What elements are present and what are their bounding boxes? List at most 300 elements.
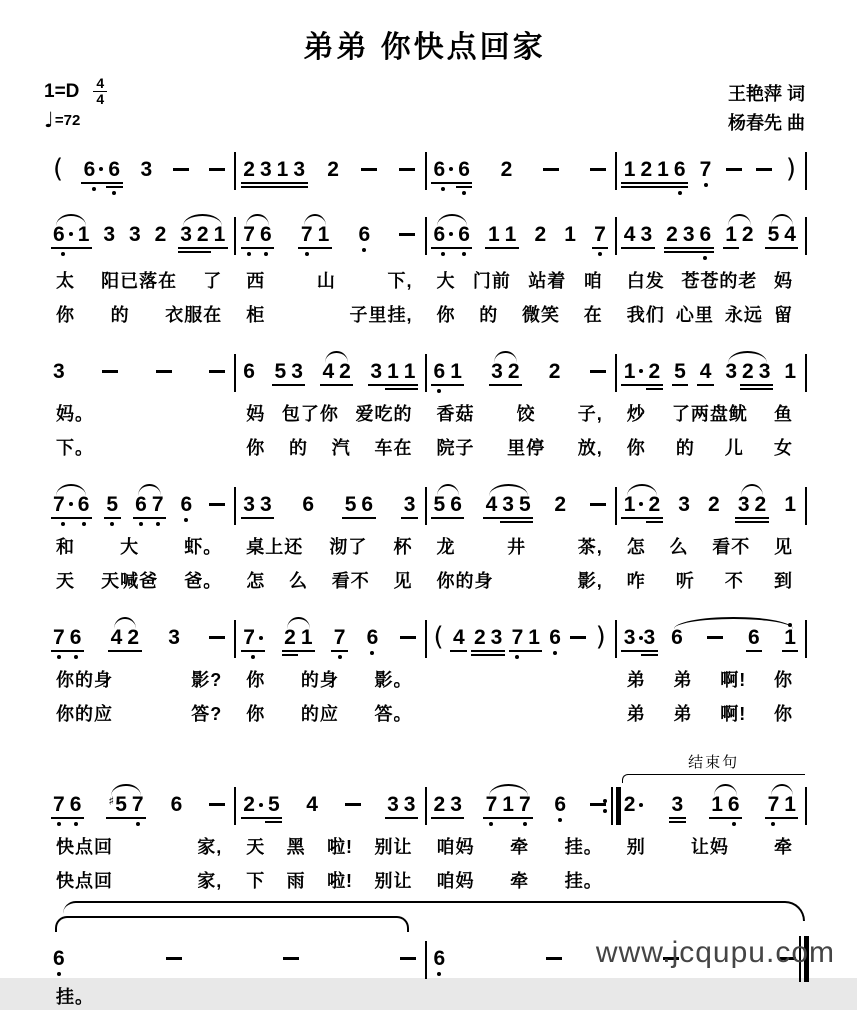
measure (425, 150, 615, 195)
lyric-syllable: 你的应 (56, 704, 113, 725)
note-number: 6 (170, 793, 183, 817)
note (111, 618, 123, 652)
low-octave-dot (139, 522, 143, 526)
lyric-syllable: 我们 (626, 304, 665, 325)
lyric-syllable: 饺 (516, 403, 536, 424)
low-octave-dot (370, 651, 374, 655)
note-number: 1 (623, 157, 636, 181)
lyric-syllable: 影? (191, 670, 223, 691)
notes-row (425, 150, 615, 195)
lyric-syllable: 看不 (331, 571, 370, 592)
note-number: 3 (387, 793, 399, 817)
lyric-cell (615, 401, 805, 427)
lyric-syllable: 黑 (286, 837, 306, 858)
note (322, 352, 334, 386)
low-octave-dot (462, 252, 466, 256)
note-number: 3 (291, 359, 303, 383)
note (243, 352, 255, 382)
note (512, 618, 524, 659)
note (728, 785, 740, 826)
note (359, 215, 371, 252)
dash-note (399, 215, 415, 236)
beam-line (740, 388, 757, 390)
dash-bar (156, 370, 172, 373)
note (624, 485, 644, 523)
note-number: 3 (180, 222, 192, 246)
dash-note (156, 352, 172, 373)
note (277, 150, 289, 188)
dash-bar (707, 636, 723, 639)
measure (234, 215, 424, 260)
lyric-syllable: 听 (675, 571, 695, 592)
note-number: 5 (115, 793, 127, 817)
lyric-syllable: 杯 (393, 536, 413, 557)
lyrics-row (44, 268, 805, 294)
note-number: 2 (648, 492, 661, 516)
beam-group (488, 215, 516, 249)
lyric-syllable: 啊! (720, 670, 747, 691)
note-number: 3 (243, 492, 255, 516)
lyric-cell (425, 435, 615, 461)
note (214, 215, 226, 253)
dash-bar (400, 636, 416, 639)
note-number: 1 (784, 626, 796, 650)
slur-group (486, 785, 531, 826)
beam-group (243, 485, 271, 519)
lyric-syllable: 影。 (374, 670, 413, 691)
note-number: 6 (671, 626, 683, 650)
beam-line (516, 817, 533, 819)
slur-group (180, 215, 225, 253)
note-number: 6 (358, 222, 371, 246)
ending-phrase-text: 结束句 (688, 754, 740, 772)
low-octave-dot (732, 822, 736, 826)
beam-line (51, 817, 68, 819)
lyric-cell (615, 701, 805, 727)
dash-bar (345, 803, 361, 806)
music-system (44, 485, 805, 594)
beam-line (104, 517, 121, 519)
beam-line (241, 817, 266, 819)
beam-line (526, 650, 543, 652)
lyric-syllable: 天 (56, 571, 75, 592)
measure (234, 150, 424, 195)
note-number: 6 (450, 492, 462, 516)
low-octave-dot (112, 191, 116, 195)
beam-line (178, 251, 195, 253)
slur-group (53, 215, 89, 256)
lyric-cell (44, 667, 234, 693)
beam-group (434, 352, 462, 393)
note (671, 785, 683, 823)
dotted-note-dot (69, 232, 73, 236)
dash-note (756, 150, 772, 171)
beam-line (272, 384, 289, 386)
beam-line (337, 384, 354, 386)
beam-line (431, 517, 448, 519)
parenthesis-mark: ) (595, 622, 606, 653)
note (458, 215, 470, 256)
lyric-syllable: 弟 (626, 670, 646, 691)
note (671, 618, 683, 652)
lyric-syllable: 你 (626, 437, 646, 458)
note-number: 2 (742, 359, 754, 383)
beam-group (243, 150, 305, 188)
lyric-syllable: 大 (436, 270, 456, 291)
lyrics-row (44, 401, 805, 427)
beam-line (274, 186, 291, 188)
note-number: 6 (53, 946, 65, 970)
note-number: 7 (485, 793, 498, 817)
lyric-syllable: 你 (774, 670, 793, 691)
notes-row (44, 150, 234, 195)
beam-line (241, 186, 258, 188)
note (755, 485, 767, 523)
note-number: 2 (648, 359, 661, 383)
note-number: 1 (657, 157, 669, 181)
note-number: 2 (741, 222, 754, 246)
dotted-note-dot (69, 502, 73, 506)
measure (425, 485, 615, 526)
note-number: 5 (433, 492, 446, 516)
note-number: 6 (699, 222, 712, 246)
beam-group (624, 352, 660, 390)
note-number: 6 (361, 492, 374, 516)
low-octave-dot (57, 655, 61, 659)
beam-line (752, 521, 769, 523)
note (284, 618, 296, 656)
beam-line (488, 650, 505, 652)
low-octave-dot (441, 252, 445, 256)
beam-line (664, 251, 681, 253)
note-number: 5 (767, 222, 780, 246)
note (268, 785, 280, 823)
lyric-cell (615, 667, 805, 693)
dash-note (590, 485, 606, 506)
dash-note (400, 939, 416, 960)
note-number: 4 (699, 359, 712, 383)
beam-line (431, 384, 448, 386)
note (141, 150, 153, 180)
note-number: 6 (53, 222, 65, 246)
dash-note (209, 618, 225, 639)
lyric-syllable: 的 (479, 304, 499, 325)
lyric-syllable: 让妈 (690, 837, 729, 858)
note-number: 7 (53, 626, 65, 650)
note-number: 6 (108, 157, 121, 181)
lyric-syllable: 下 (246, 871, 266, 892)
note (103, 215, 115, 245)
beam-line (680, 247, 697, 249)
music-system (44, 751, 805, 894)
beam-line (638, 182, 655, 184)
note (768, 215, 780, 249)
measure (615, 618, 805, 659)
note-number: 6 (727, 793, 740, 817)
lyric-syllable: 你 (56, 304, 75, 325)
lyric-cell (234, 534, 424, 560)
slur-group (725, 215, 753, 249)
beam-line (638, 186, 655, 188)
lyric-syllable: 西 (246, 270, 266, 291)
note-number: 6 (302, 492, 315, 516)
lyric-syllable: 妈 (246, 403, 266, 424)
note (135, 485, 147, 526)
note-number: 1 (502, 793, 514, 817)
dash-note (102, 352, 118, 373)
lyric-syllable: 包了你 (281, 403, 339, 424)
notes-row (425, 352, 615, 393)
dash-bar (399, 233, 415, 236)
note (404, 485, 416, 519)
beam-line (782, 817, 799, 819)
note-number: 2 (548, 359, 561, 383)
note-number: 3 (103, 222, 115, 246)
note (554, 785, 566, 822)
low-octave-dot (704, 183, 708, 187)
note-number: 5 (518, 492, 531, 516)
lyric-syllable: 大 (120, 536, 140, 557)
note (534, 215, 546, 245)
tempo-value: =72 (54, 111, 81, 129)
dotted-note-dot (639, 803, 643, 807)
beam-line (315, 247, 332, 249)
notes-row (234, 215, 424, 256)
low-octave-dot (251, 655, 255, 659)
lyric-syllable: 天 (246, 837, 266, 858)
beam-line (638, 247, 655, 249)
beam-group (512, 618, 540, 659)
note-number: 2 (640, 157, 653, 181)
note-number: 7 (53, 492, 65, 516)
lyric-syllable: 啦! (327, 871, 354, 892)
note-number: 6 (748, 626, 760, 650)
low-octave-dot (598, 252, 602, 256)
note (624, 785, 644, 815)
beam-line (331, 650, 348, 652)
slur-group (711, 785, 739, 826)
beam-line (241, 517, 258, 519)
beam-line (735, 521, 752, 523)
beam-line (697, 251, 714, 253)
beam-group (243, 785, 279, 823)
lyric-syllable: 留 (773, 304, 793, 325)
low-octave-dot (678, 191, 682, 195)
lyric-syllable: 的应 (300, 704, 339, 725)
notes-row (44, 352, 234, 382)
beam-group (53, 785, 81, 826)
lyric-syllable: 别让 (374, 871, 413, 892)
beam-line (782, 650, 799, 652)
lyric-cell (234, 435, 424, 461)
note-number: 6 (433, 946, 446, 970)
note-number: 4 (452, 626, 465, 650)
low-octave-dot (92, 187, 96, 191)
note (554, 485, 566, 515)
beam-line (456, 186, 473, 188)
dash-bar (590, 168, 606, 171)
beam-group (345, 485, 373, 519)
lyric-syllable: 微笑 (522, 304, 560, 325)
lyric-syllable: 白发 (626, 270, 665, 291)
beam-line (431, 182, 456, 184)
dash-note (166, 939, 182, 960)
beam-line (67, 650, 84, 652)
note (70, 785, 82, 826)
beam-line (641, 650, 658, 652)
note-number: 3 (643, 626, 656, 650)
beam-line (125, 650, 142, 652)
note (318, 215, 330, 256)
notes-row (425, 785, 615, 826)
lyric-syllable: 弟 (626, 704, 646, 725)
beam-line (456, 247, 473, 249)
note-number: 7 (243, 222, 255, 246)
note (458, 150, 470, 195)
barline (805, 787, 807, 825)
lyric-syllable: 院子 (436, 437, 475, 458)
barline (805, 217, 807, 255)
lyric-cell (234, 868, 424, 894)
slur-group (768, 785, 796, 826)
beam-line (274, 182, 291, 184)
note-number: 2 (473, 626, 486, 650)
note (53, 939, 65, 976)
music-system (44, 352, 805, 461)
measure (44, 215, 234, 260)
beam-line (646, 388, 663, 390)
beam-line (67, 817, 84, 819)
note (327, 150, 339, 180)
lyric-cell (615, 568, 805, 594)
lyric-syllable: 沏了 (329, 536, 368, 557)
note-number: 1 (784, 793, 796, 817)
note (275, 352, 287, 386)
beam-line (489, 384, 506, 386)
low-octave-dot (156, 522, 160, 526)
note-number: 3 (640, 222, 653, 246)
beam-line (680, 251, 697, 253)
note-number: 3 (682, 222, 695, 246)
note-number: 1 (317, 222, 330, 246)
dash-bar (209, 636, 225, 639)
note (243, 618, 263, 659)
low-octave-dot (771, 822, 775, 826)
beam-line (752, 517, 769, 519)
beam-line (782, 247, 799, 249)
note (434, 352, 446, 393)
note (70, 618, 82, 659)
note (700, 352, 712, 386)
repeat-dot (603, 809, 607, 813)
note-number: 3 (53, 359, 65, 383)
note-number: 6 (433, 359, 446, 383)
measure (234, 485, 424, 526)
note (502, 785, 514, 826)
note-number: 6 (259, 222, 272, 246)
beam-group (474, 618, 502, 656)
lyric-syllable: 答。 (374, 704, 413, 725)
beam-group (434, 785, 462, 819)
note-number: 3 (403, 793, 416, 817)
note (784, 618, 796, 652)
lyrics-row (44, 868, 805, 894)
note-number: 6 (83, 157, 96, 181)
lyric-syllable: 阳已落在 (101, 270, 178, 291)
lyric-cell (615, 534, 805, 560)
note (748, 618, 760, 652)
note-number: 6 (458, 157, 470, 181)
note (306, 785, 318, 815)
note-number: 6 (69, 793, 82, 817)
measure (44, 150, 234, 195)
lyric-syllable: 山 (316, 270, 336, 291)
lyric-syllable: 的 (289, 437, 308, 458)
note (501, 150, 513, 180)
notes-row (44, 785, 234, 826)
note-number: 2 (708, 492, 720, 516)
beam-line (385, 384, 402, 386)
note (302, 485, 314, 515)
slur-group (284, 618, 312, 656)
ending-phrase-bracket (622, 774, 805, 783)
key-signature: 1=D (44, 80, 80, 102)
low-octave-dot (489, 822, 493, 826)
beam-group (624, 150, 686, 195)
slur-group (322, 352, 350, 386)
lyric-syllable: 你的身 (56, 670, 113, 691)
note (53, 215, 73, 256)
credit-lyricist: 王艳萍 词 (727, 84, 805, 104)
parenthesis-mark: ( (53, 153, 64, 184)
dotted-note-dot (259, 636, 263, 640)
lyric-syllable: 和 (56, 536, 75, 557)
beam-line (641, 654, 658, 656)
note-number: 3 (128, 222, 141, 246)
note-number: 5 (344, 492, 357, 516)
note (519, 785, 531, 826)
note (450, 352, 462, 393)
note (339, 352, 351, 386)
note-number: 6 (554, 793, 567, 817)
lyric-cell (615, 834, 805, 860)
key-row (44, 76, 107, 108)
beam-line (723, 247, 740, 249)
note-number: 2 (433, 793, 446, 817)
low-octave-dot (305, 252, 309, 256)
note-number: 1 (77, 222, 90, 246)
note (434, 785, 446, 819)
slur-group (725, 352, 770, 390)
note (725, 352, 737, 390)
lyric-syllable: 衣服在 (165, 304, 223, 325)
lyric-cell (44, 401, 234, 427)
note-number: 6 (180, 492, 193, 516)
note (648, 352, 660, 390)
low-octave-dot (703, 256, 707, 260)
notes-row (44, 618, 234, 659)
lyric-syllable: 爱吃的 (355, 403, 413, 424)
lyric-syllable: 到 (773, 571, 793, 592)
note (434, 150, 454, 195)
slur-group (108, 785, 143, 826)
lyric-syllable: 苍苍的老 (681, 270, 758, 291)
note-number: 2 (127, 626, 140, 650)
beam-line (646, 521, 663, 523)
notes-row (425, 618, 615, 659)
measure (44, 939, 425, 976)
notes-row (234, 485, 424, 519)
